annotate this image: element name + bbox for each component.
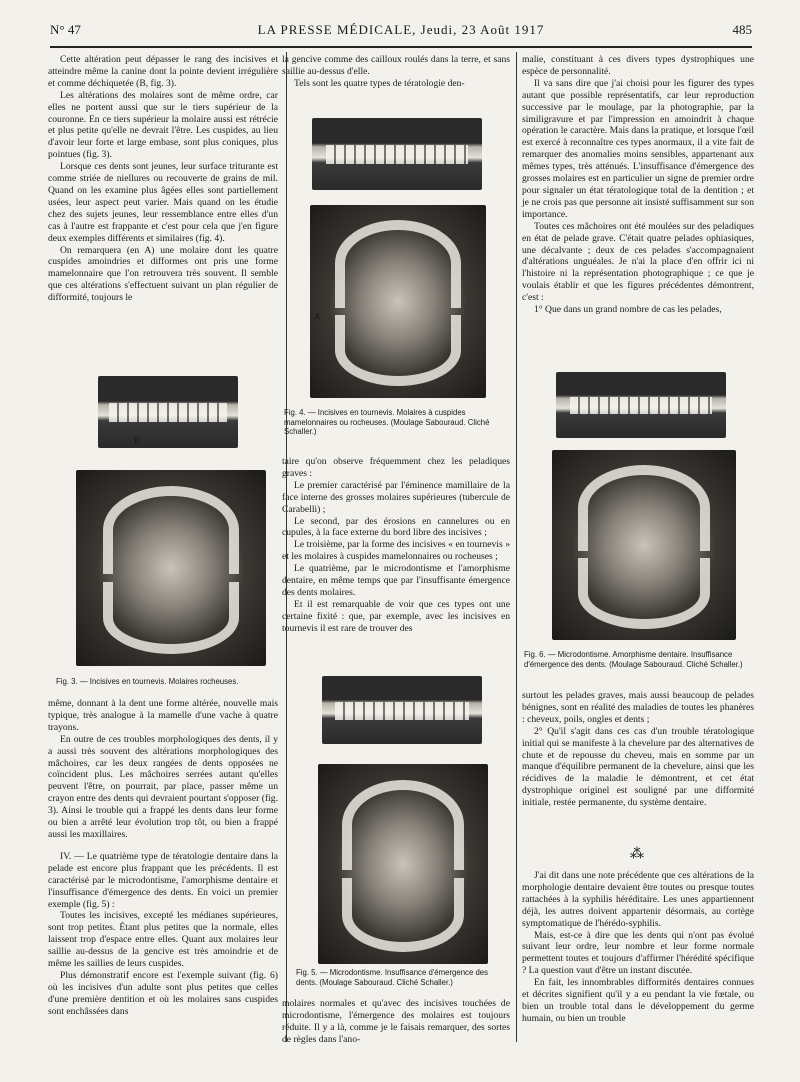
fig6-jaw-photo <box>552 450 736 640</box>
fig4-caption: Fig. 4. — Incisives en tournevis. Molaires à cuspides mamelonnaires ou rocheuses. (Moulage Sabouraud. Cliché Schaller.) <box>284 408 490 436</box>
page-header <box>50 22 752 40</box>
column-2-top <box>282 54 510 90</box>
page-number: 485 <box>732 22 752 37</box>
column-3-top <box>522 54 754 316</box>
paragraph: la gencive comme des cailloux roulés dans la terre, et sans saillie au-dessus d'elle. <box>282 54 510 77</box>
paragraph: Toutes les incisives, excepté les médianes supérieures, sont trop petites. Étant plus petites que la normale, elles laissent trop d'espace entre elles. Quant aux molaires leur saillie au-dessus de la gencive est très amoindrie et de même les saillies de leurs cuspides. <box>48 910 278 970</box>
paragraph: Cette altération peut dépasser le rang des incisives et atteindre même la canine dont la pointe devient irrégulière et comme déchiquetée (B, fig. 3). <box>48 54 278 89</box>
section-separator-asterism: ⁂ <box>630 847 644 862</box>
paragraph: 2° Qu'il s'agit dans ces cas d'un trouble tératologique initial qui se manifeste à la chevelure par des alternatives de chute et de repousse du cheveu, mais en somme par un manque d'équilibre permanent de la chevelure, ainsi que les récidives de la maladie le démontrent, et cet état dystrophique originel est souligné par une difformité initiale, restée permanente, du système dentaire. <box>522 725 754 809</box>
paragraph: malie, constituant à ces divers types dystrophiques une espèce de personnalité. <box>522 54 754 77</box>
paragraph: En fait, les innombrables difformités dentaires connues et décrites signifient qu'il y a eu pendant la vie fœtale, ou bien un trouble total dans le développement du germe humain, ou bien un trouble <box>522 977 754 1024</box>
column-3-middle <box>522 690 754 809</box>
fig5-front-teeth-photo <box>322 676 482 744</box>
paragraph: Mais, est-ce à dire que les dents qui n'ont pas évolué suivant leur ordre, leur nombre et leur forme normale permettent toutes et toujours d'affirmer l'hérédité spécifique ? La question vaut d'être un instant discutée. <box>522 929 754 977</box>
column-1-top <box>48 54 278 304</box>
column-1-bottom <box>48 698 278 1018</box>
fig6-front-teeth-photo <box>556 372 726 438</box>
paragraph: Les altérations des molaires sont de même ordre, car elles ne portent aussi que sur le tiers supérieur de la couronne. En ce tiers supérieur la molaire aussi est rétrécie et plus petite qu'elle ne devrait l'être. Les cuspides, au lieu d'avoir leur forte et large embase, sont plus coniques, plus pointues (fig. 3). <box>48 89 278 161</box>
paragraph: En outre de ces troubles morphologiques des dents, il y a aussi très souvent des altérations morphologiques des mâchoires, car les deux rangées de dents opposées ne coïncident plus. Les mâchoires serrées autant qu'elles peuvent l'être, on pourrait, par place, passer même un crayon entre des dents qui devraient pourtant s'opposer (fig. 3). Ainsi le trouble qui a frappé les dents dans leur forme ou bien a arrêté leur évolution trop tôt, ou bien a frappé aussi les maxillaires. <box>48 733 278 840</box>
fig3-label-b: B <box>134 436 140 445</box>
paragraph: même, donnant à la dent une forme altérée, nouvelle mais typique, très analogue à la mamelle d'une vache à quatre trayons. <box>48 698 278 733</box>
paragraph: Plus démonstratif encore est l'exemple suivant (fig. 6) où les incisives d'un adulte sont plus petites que celles d'une première dentition et où les molaires sans cuspides sont enchâssées dans <box>48 969 278 1017</box>
fig3-caption: Fig. 3. — Incisives en tournevis. Molaires rocheuses. <box>56 677 239 686</box>
issue-number: N° 47 <box>50 22 81 37</box>
paragraph: Tels sont les quatre types de tératologie den- <box>294 77 465 89</box>
paragraph: J'ai dit dans une note précédente que ces altérations de la morphologie dentaire devaient être toutes ou presque toutes rattachées à la syphilis héréditaire. Les unes appartiennent déjà, les autres doivent appartenir désormais, au cortège symptomatique de l'hérédo-syphilis. <box>522 870 754 929</box>
paragraph: Le second, par des érosions en cannelures ou en cupules, à la face externe du bord libre des incisives ; <box>282 515 510 539</box>
fig4-front-teeth-photo <box>312 118 482 190</box>
fig4-label-a: A <box>314 312 320 321</box>
paragraph: 1° Que dans un grand nombre de cas les pelades, <box>534 304 722 316</box>
paragraph: Le quatrième, par le microdontisme et l'amorphisme dentaire, en même temps que par l'insuffisante émergence des dents molaires. <box>282 563 510 598</box>
paragraph: Toutes ces mâchoires ont été moulées sur des peladiques en état de pelade grave. C'était quatre pelades ophiasiques, une décalvante ; deux de ces pelades s'accompagnaient d'altérations unguéales. Je n'ai la place d'en offrir ici ni l'histoire ni la représentation photographique ; ce que je voulais établir et que les figures précédentes démontrent, c'est : <box>522 220 754 304</box>
paragraph: Et il est remarquable de voir que ces types ont une certaine fixité : que, par exemple, avec les incisives en tournevis il est rare de trouver des <box>282 598 510 634</box>
paragraph: surtout les pelades graves, mais aussi beaucoup de pelades bénignes, sont en réalité des maladies de toutes les phanères : cheveux, poils, ongles et dents ; <box>522 690 754 725</box>
paragraph: taire qu'on observe fréquemment chez les peladiques graves : <box>282 456 510 479</box>
fig5-caption: Fig. 5. — Microdontisme. Insuffisance d'émergence des dents. (Moulage Sabouraud. Cliché Schaller.) <box>296 968 489 987</box>
paragraph: Lorsque ces dents sont jeunes, leur surface triturante est comme striée de niellures ou recouverte de grains de mil. Quand on les examine plus âgées elles sont partiellement usées, leur aspect peut varier. Mais quand on les étudie chez des sujets jeunes, leur ressemblance entre elles d'un cas à l'autre est frappante et c'est pour cela que j'en figure deux exemples différents et similaires (fig. 4). <box>48 161 278 244</box>
paragraph: Le troisième, par la forme des incisives « en tournevis » et les molaires à cuspides mamelonnaires ou rocheuses ; <box>282 539 510 563</box>
paragraph: Le premier caractérisé par l'éminence mamillaire de la face interne des grosses molaires supérieures (tubercule de Carabelli) ; <box>282 479 510 515</box>
fig6-caption: Fig. 6. — Microdontisme. Amorphisme dentaire. Insuffisance d'émergence des dents. (Moulage Sabouraud. Cliché Schaller.) <box>524 650 743 669</box>
column-3-bottom <box>522 870 754 1025</box>
journal-title: LA PRESSE MÉDICALE, Jeudi, 23 Août 1917 <box>257 22 545 37</box>
column-divider-2 <box>516 52 517 1042</box>
fig3-front-teeth-photo <box>98 376 238 448</box>
paragraph: molaires normales et qu'avec des incisives touchées de microdontisme, l'émergence des molaires est toujours réduite. Il y a là, comme je le faisais remarquer, des sortes de règles dans l'ano- <box>282 998 510 1045</box>
fig3-jaw-photo <box>76 470 266 666</box>
paragraph: IV. — Le quatrième type de tératologie dentaire dans la pelade est encore plus frappant que les précédents. Il est caractérisé par le microdontisme, l'amorphisme dentaire et l'insuffisance d'émergence des dents. En voici un premier exemple (fig. 5) : <box>48 850 278 910</box>
fig5-jaw-photo <box>318 764 488 964</box>
column-2-bottom <box>282 998 510 1046</box>
fig4-jaw-photo <box>310 205 486 398</box>
header-rule <box>50 46 752 48</box>
paragraph: Il va sans dire que j'ai choisi pour les figurer des types autant que possible représentatifs, car leur reproduction successive par le moulage, par la photographie, par la similigravure et par l'impression en amoindrit à chaque opération le caractère. Mais dans la pratique, et lorsque l'œil est exercé à reconnaître ces types anormaux, il a vite fait de remarquer des anomalies moins sensibles, appartenant aux mêmes types, très atténués. L'insuffisance d'émergence des grosses molaires est en particulier un signe de premier ordre pour signaler un état tératologique total de la dentition ; et je ne crois pas que personne ait insisté suffisamment sur son importance. <box>522 77 754 220</box>
column-2-middle <box>282 456 510 635</box>
paragraph: On remarquera (en A) une molaire dont les quatre cuspides amoindries et difformes ont pris une forme mamelonnaire que l'on retrouvera très souvent. Il semble que ces altérations s'effectuent suivant un plan régulier de difformité, toujours le <box>48 244 278 304</box>
